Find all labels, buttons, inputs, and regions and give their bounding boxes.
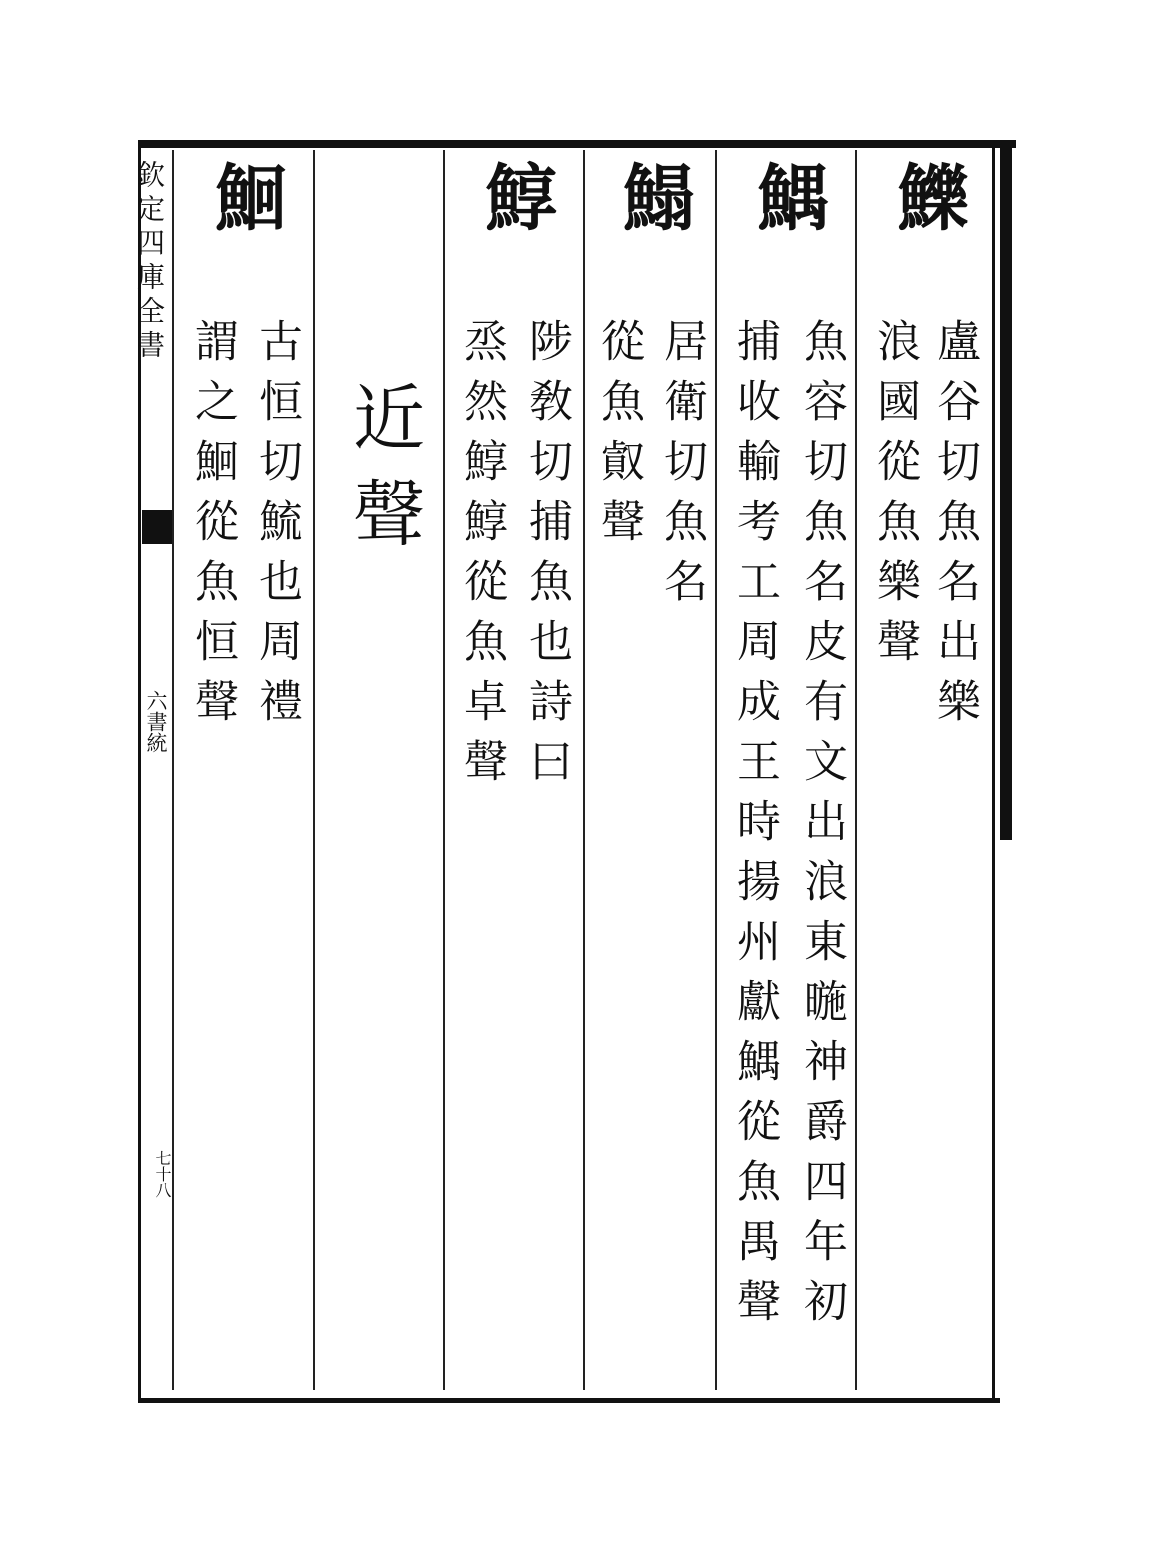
gloss-line: 捕收輸考工周成王時揚州獻鰅從魚禺聲 bbox=[729, 318, 780, 1338]
gloss-line: 居衛切魚名 bbox=[656, 318, 707, 618]
section-heading: 近聲 bbox=[341, 380, 425, 572]
gloss-line: 古恒切鯍也周禮 bbox=[251, 318, 302, 738]
frame-right-inner-border bbox=[992, 140, 995, 1402]
seal-character: 鱳 bbox=[885, 160, 970, 236]
gloss-line: 盧谷切魚名出樂 bbox=[929, 318, 980, 738]
column-rule bbox=[313, 150, 315, 1390]
book-title: 欽定四庫全書 bbox=[133, 160, 166, 364]
gloss-line: 烝然鯙鯙從魚卓聲 bbox=[456, 318, 507, 798]
fish-tail-mark bbox=[142, 510, 172, 544]
frame-right-border bbox=[1000, 140, 1012, 840]
seal-character: 鮰 bbox=[203, 160, 288, 236]
page-number: 七十八 bbox=[153, 1150, 172, 1198]
gloss-line: 從魚㕢聲 bbox=[593, 318, 644, 558]
gloss-line: 陟敎切捕魚也詩曰 bbox=[521, 318, 572, 798]
seal-character: 鰅 bbox=[745, 160, 830, 236]
frame-bottom-border bbox=[138, 1398, 1000, 1403]
gloss-line: 魚容切魚名皮有文出浪東暆神爵四年初 bbox=[796, 318, 847, 1338]
gloss-line: 謂之鮰從魚恒聲 bbox=[187, 318, 238, 738]
frame-top-border bbox=[138, 140, 1016, 148]
seal-character: 鰨 bbox=[611, 160, 696, 236]
section-title: 六書統 bbox=[144, 690, 168, 753]
margin-rule bbox=[172, 150, 174, 1390]
column-rule bbox=[443, 150, 445, 1390]
column-rule bbox=[855, 150, 857, 1390]
column-rule bbox=[583, 150, 585, 1390]
seal-character: 鯙 bbox=[473, 160, 558, 236]
gloss-line: 浪國從魚樂聲 bbox=[869, 318, 920, 678]
column-rule bbox=[715, 150, 717, 1390]
